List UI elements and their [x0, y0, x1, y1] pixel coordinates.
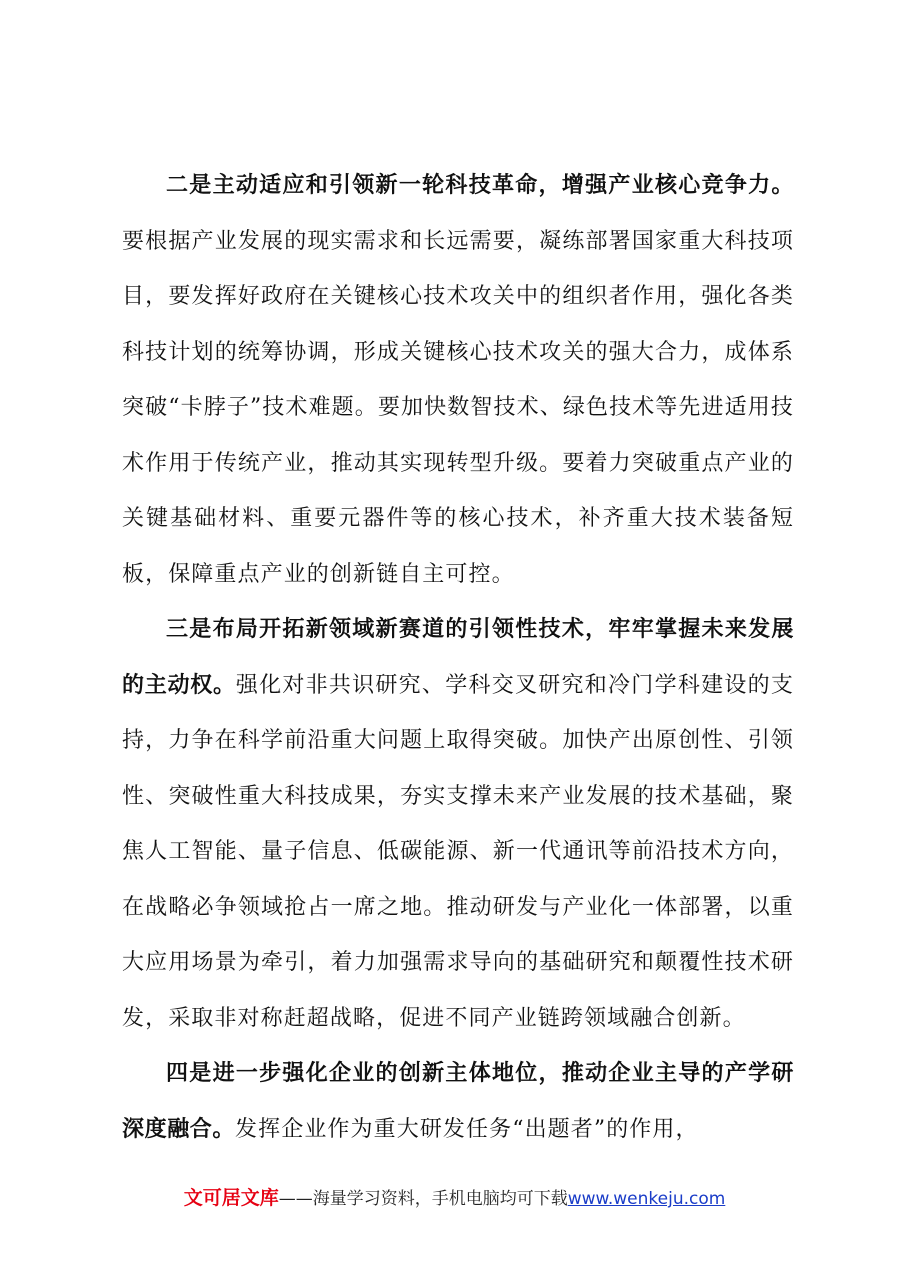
paragraph-text: 发挥企业作为重大研发任务“出题者”的作用， — [235, 1116, 699, 1142]
paragraph-2 — [122, 158, 794, 602]
paragraph-lead: 三是布局开拓新领域新赛道的引领性技术，牢牢掌握未来发展的主动权。 — [122, 617, 794, 698]
paragraph-3 — [122, 602, 794, 1046]
paragraph-text: 要根据产业发展的现实需求和长远需要，凝练部署国家重大科技项目，要发挥好政府在关键核心技术攻关中的组织者作用，强化各类科技计划的统筹协调，形成关键核心技术攻关的强大合力，成体系突破“卡脖子”技术难题。要加快数智技术、绿色技术等先进适用技术作用于传统产业，推动其实现转型升级。要着力突破重点产业的关键基础材料、重要元器件等的核心技术，补齐重大技术装备短板，保障重点产业的创新链自主可控。 — [122, 228, 794, 587]
paragraph-text: 强化对非共识研究、学科交叉研究和冷门学科建设的支持，力争在科学前沿重大问题上取得突破。加快产出原创性、引领性、突破性重大科技成果，夯实支撑未来产业发展的技术基础，聚焦人工智能、量子信息、低碳能源、新一代通讯等前沿技术方向，在战略必争领域抢占一席之地。推动研发与产业化一体部署，以重大应用场景为牵引，着力加强需求导向的基础研究和颠覆性技术研发，采取非对称赶超战略，促进不同产业链跨领域融合创新。 — [122, 672, 794, 1031]
website-link[interactable]: www.wenkeju.com — [567, 1189, 726, 1209]
footer-banner — [0, 1183, 909, 1210]
paragraph-lead: 二是主动适应和引领新一轮科技革命，增强产业核心竞争力。 — [166, 173, 794, 198]
paragraph-4 — [122, 1046, 794, 1157]
footer-slogan: ——海量学习资料，手机电脑均可下载 — [278, 1189, 568, 1209]
document-body — [122, 158, 794, 1157]
brand-name: 文可居文库 — [183, 1187, 279, 1209]
paragraph-lead: 四是进一步强化企业的创新主体地位，推动企业主导的产学研深度融合。 — [122, 1061, 794, 1142]
